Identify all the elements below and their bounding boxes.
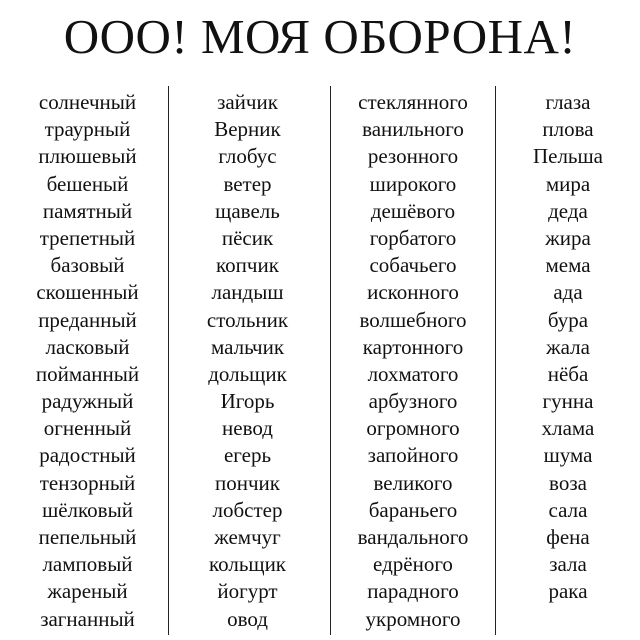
word-item: Верник xyxy=(214,117,281,142)
word-item: невод xyxy=(222,416,273,441)
word-item: пепельный xyxy=(38,525,137,549)
column-divider-3 xyxy=(495,86,496,635)
word-item: укромного xyxy=(365,606,461,631)
word-item: вандального xyxy=(357,525,469,549)
word-item: картонного xyxy=(362,334,464,359)
page-title: ООО! МОЯ ОБОРОНА! xyxy=(63,9,577,64)
word-item: загнанный xyxy=(40,606,135,631)
word-item: лохматого xyxy=(367,361,459,386)
word-column-4 xyxy=(498,89,638,606)
word-item: зала xyxy=(549,552,587,577)
word-item: зайчик xyxy=(217,90,278,114)
word-item: огненный xyxy=(43,416,132,441)
word-item: плюшевый xyxy=(38,144,137,169)
word-item: тензорный xyxy=(39,470,136,495)
word-item: йогурт xyxy=(217,579,278,604)
word-item: нёба xyxy=(547,361,589,386)
word-item: великого xyxy=(373,470,453,495)
word-item: плова xyxy=(542,117,594,142)
word-item: фена xyxy=(546,525,590,549)
word-item: копчик xyxy=(216,253,279,278)
word-item: ламповый xyxy=(42,552,133,577)
word-item: преданный xyxy=(38,307,137,332)
word-item: пёсик xyxy=(221,225,274,250)
word-item: горбатого xyxy=(369,225,457,250)
word-item: егерь xyxy=(223,443,272,468)
word-item: стеклянного xyxy=(358,90,468,114)
word-item: исконного xyxy=(367,280,459,305)
word-item: траурный xyxy=(44,117,131,142)
word-item: собачьего xyxy=(369,253,457,278)
word-item: жемчуг xyxy=(214,525,281,549)
word-item: ласковый xyxy=(45,334,130,359)
word-item: щавель xyxy=(215,198,280,223)
word-item: гунна xyxy=(542,389,594,414)
word-item: рака xyxy=(548,579,588,604)
word-item: мема xyxy=(545,253,591,278)
word-item: овод xyxy=(227,606,268,631)
word-item: кольщик xyxy=(208,552,287,577)
word-item: бура xyxy=(547,307,589,332)
word-item: запойного xyxy=(367,443,459,468)
word-item: ландыш xyxy=(211,280,284,305)
word-item: ада xyxy=(553,280,583,305)
word-item: резонного xyxy=(367,144,459,169)
word-item: мальчик xyxy=(210,334,285,359)
word-item: пончик xyxy=(215,470,280,495)
word-item: воза xyxy=(549,470,587,495)
word-item: шёлковый xyxy=(42,497,133,522)
word-item: жира xyxy=(545,225,591,250)
word-item: ванильного xyxy=(362,117,464,142)
word-item: дешёвого xyxy=(370,198,456,223)
word-item: арбузного xyxy=(368,389,458,414)
word-item: радостный xyxy=(39,443,136,468)
word-item: памятный xyxy=(42,198,133,223)
word-item: глобус xyxy=(218,144,277,169)
word-item: солнечный xyxy=(38,90,137,114)
word-item: сала xyxy=(548,497,588,522)
word-item: широкого xyxy=(369,171,457,196)
word-item: бараньего xyxy=(368,497,458,522)
word-item: ветер xyxy=(223,171,272,196)
word-item: мира xyxy=(545,171,591,196)
word-item: хлама xyxy=(541,416,595,441)
word-item: шума xyxy=(543,443,593,468)
word-item: жареный xyxy=(47,579,128,604)
word-column-2 xyxy=(170,89,325,633)
word-item: глаза xyxy=(545,90,591,114)
word-item: жала xyxy=(546,334,590,359)
word-item: трепетный xyxy=(39,225,136,250)
word-item: Игорь xyxy=(220,389,275,414)
word-item: лобстер xyxy=(212,497,283,522)
word-item: стольник xyxy=(206,307,289,332)
word-item: скошенный xyxy=(36,280,139,305)
column-divider-2 xyxy=(330,86,331,635)
word-item: радужный xyxy=(41,389,134,414)
word-item: дольщик xyxy=(208,361,287,386)
word-item: базовый xyxy=(50,253,125,278)
column-divider-1 xyxy=(168,86,169,635)
word-item: волшебного xyxy=(359,307,467,332)
word-item: бешеный xyxy=(46,171,129,196)
word-column-1 xyxy=(10,89,165,633)
word-item: деда xyxy=(548,198,588,223)
word-item: парадного xyxy=(367,579,459,604)
word-item: едрёного xyxy=(373,552,453,577)
word-item: огромного xyxy=(366,416,460,441)
word-item: Пельша xyxy=(532,144,604,169)
word-column-3 xyxy=(333,89,493,633)
word-item: пойманный xyxy=(35,361,140,386)
